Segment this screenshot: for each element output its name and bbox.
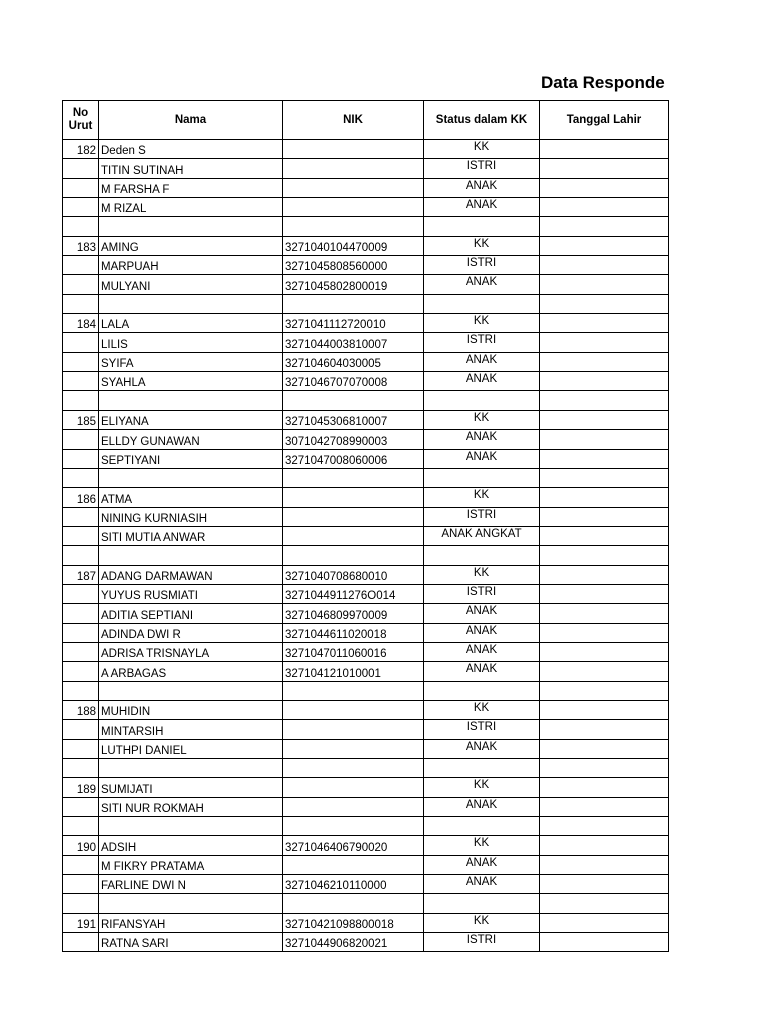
cell-status: KK [424,236,540,255]
cell-nik [283,739,424,758]
cell-status: ANAK [424,642,540,661]
cell-nama: SYAHLA [99,372,283,391]
cell-nik: 3271044906820021 [283,933,424,952]
cell-no-urut [63,333,99,352]
cell-nama: M RIZAL [99,198,283,217]
cell-no-urut: 186 [63,488,99,507]
cell-status: KK [424,836,540,855]
cell-tanggal-lahir [540,778,669,797]
cell-no-urut [63,468,99,487]
cell-nik [283,507,424,526]
cell-status [424,217,540,236]
cell-nama: ADINDA DWI R [99,623,283,642]
cell-no-urut: 189 [63,778,99,797]
cell-status: ANAK [424,275,540,294]
cell-nik [283,817,424,836]
cell-tanggal-lahir [540,604,669,623]
cell-nik: 3271040708680010 [283,565,424,584]
cell-status: KK [424,778,540,797]
cell-no-urut [63,623,99,642]
table-row [63,662,669,681]
cell-nama [99,759,283,778]
table-row [63,449,669,468]
table-row [63,739,669,758]
cell-nama: MARPUAH [99,256,283,275]
cell-nama [99,681,283,700]
cell-status: ANAK [424,662,540,681]
cell-nama: Deden S [99,140,283,159]
cell-no-urut [63,720,99,739]
cell-status: KK [424,913,540,932]
cell-nik [283,720,424,739]
table-row [63,178,669,197]
table-row [63,875,669,894]
table-row [63,314,669,333]
cell-nama: MINTARSIH [99,720,283,739]
cell-no-urut [63,256,99,275]
cell-tanggal-lahir [540,855,669,874]
cell-no-urut [63,855,99,874]
page-title: Data Responde [541,73,665,92]
cell-nama: ELLDY GUNAWAN [99,430,283,449]
table-row [63,526,669,545]
cell-nama: TITIN SUTINAH [99,159,283,178]
cell-tanggal-lahir [540,836,669,855]
respondent-table [62,100,669,952]
cell-nama: MUHIDIN [99,700,283,719]
table-row [63,817,669,836]
header-status: Status dalam KK [424,101,540,140]
cell-nama: LILIS [99,333,283,352]
table-row [63,913,669,932]
cell-no-urut [63,178,99,197]
cell-status: KK [424,565,540,584]
cell-no-urut [63,430,99,449]
cell-no-urut: 191 [63,913,99,932]
cell-no-urut: 190 [63,836,99,855]
cell-no-urut [63,739,99,758]
header-tanggal-lahir: Tanggal Lahir [540,101,669,140]
cell-tanggal-lahir [540,894,669,913]
cell-no-urut: 185 [63,410,99,429]
cell-nik: 327104604030005 [283,352,424,371]
cell-tanggal-lahir [540,140,669,159]
cell-status: ANAK [424,875,540,894]
cell-status [424,391,540,410]
cell-status: KK [424,314,540,333]
cell-tanggal-lahir [540,198,669,217]
cell-status: KK [424,700,540,719]
cell-nik: 3271046406790020 [283,836,424,855]
cell-nik: 3271045808560000 [283,256,424,275]
cell-nik [283,391,424,410]
cell-no-urut [63,275,99,294]
cell-no-urut [63,159,99,178]
cell-tanggal-lahir [540,526,669,545]
cell-no-urut [63,817,99,836]
cell-nama: LUTHPI DANIEL [99,739,283,758]
cell-nama [99,217,283,236]
header-nama: Nama [99,101,283,140]
table-row [63,198,669,217]
cell-nik: 3271046210110000 [283,875,424,894]
cell-no-urut [63,642,99,661]
cell-nik: 3271046707070008 [283,372,424,391]
cell-nik [283,797,424,816]
cell-status [424,817,540,836]
cell-nik: 3271046809970009 [283,604,424,623]
table-row [63,681,669,700]
cell-nik [283,198,424,217]
cell-status: ANAK [424,449,540,468]
cell-status [424,759,540,778]
cell-status: ISTRI [424,159,540,178]
cell-tanggal-lahir [540,817,669,836]
cell-no-urut [63,507,99,526]
cell-nama: LALA [99,314,283,333]
cell-nama: SEPTIYANI [99,449,283,468]
cell-status: ISTRI [424,720,540,739]
table-row [63,430,669,449]
cell-nama: YUYUS RUSMIATI [99,584,283,603]
cell-tanggal-lahir [540,449,669,468]
cell-no-urut [63,546,99,565]
cell-status: KK [424,410,540,429]
table-row [63,468,669,487]
table-row [63,584,669,603]
cell-status: ANAK [424,178,540,197]
cell-nama: SUMIJATI [99,778,283,797]
cell-tanggal-lahir [540,584,669,603]
table-header [63,101,669,140]
header-row [63,101,669,140]
cell-nama: SYIFA [99,352,283,371]
cell-nama: MULYANI [99,275,283,294]
cell-nik: 3271040104470009 [283,236,424,255]
cell-status: ANAK [424,739,540,758]
cell-nik: 3071042708990003 [283,430,424,449]
cell-nama: ADITIA SEPTIANI [99,604,283,623]
cell-nik [283,855,424,874]
cell-no-urut [63,933,99,952]
cell-tanggal-lahir [540,507,669,526]
cell-nik [283,294,424,313]
cell-no-urut: 188 [63,700,99,719]
cell-nama: SITI NUR ROKMAH [99,797,283,816]
table-row [63,333,669,352]
cell-nik: 327104121010001 [283,662,424,681]
cell-nama: ATMA [99,488,283,507]
header-nik: NIK [283,101,424,140]
cell-no-urut [63,797,99,816]
cell-tanggal-lahir [540,759,669,778]
cell-tanggal-lahir [540,700,669,719]
cell-nama [99,391,283,410]
cell-tanggal-lahir [540,430,669,449]
cell-tanggal-lahir [540,256,669,275]
cell-no-urut: 187 [63,565,99,584]
cell-status: ANAK [424,797,540,816]
cell-status: ANAK [424,623,540,642]
cell-no-urut [63,584,99,603]
cell-nik [283,681,424,700]
table-row [63,488,669,507]
cell-status: KK [424,140,540,159]
cell-status: ISTRI [424,507,540,526]
cell-tanggal-lahir [540,468,669,487]
cell-tanggal-lahir [540,546,669,565]
cell-nik [283,159,424,178]
cell-no-urut: 182 [63,140,99,159]
cell-status: ANAK [424,352,540,371]
cell-status [424,468,540,487]
cell-status: ANAK [424,430,540,449]
cell-no-urut [63,894,99,913]
table-row [63,294,669,313]
cell-no-urut [63,217,99,236]
cell-nik: 3271044003810007 [283,333,424,352]
cell-status: ISTRI [424,333,540,352]
cell-tanggal-lahir [540,314,669,333]
cell-nik [283,759,424,778]
cell-nik [283,700,424,719]
cell-nik: 3271047011060016 [283,642,424,661]
cell-tanggal-lahir [540,933,669,952]
cell-tanggal-lahir [540,913,669,932]
cell-tanggal-lahir [540,662,669,681]
cell-status: KK [424,488,540,507]
cell-no-urut: 184 [63,314,99,333]
table-row [63,933,669,952]
cell-tanggal-lahir [540,333,669,352]
cell-nama: FARLINE DWI N [99,875,283,894]
cell-tanggal-lahir [540,236,669,255]
cell-status: ANAK [424,855,540,874]
cell-no-urut [63,294,99,313]
cell-status: ISTRI [424,584,540,603]
cell-tanggal-lahir [540,410,669,429]
table-row [63,797,669,816]
cell-nik [283,526,424,545]
cell-nik: 32710421098800018 [283,913,424,932]
cell-status: ISTRI [424,256,540,275]
table-row [63,256,669,275]
cell-nama [99,468,283,487]
cell-nama [99,294,283,313]
table-row [63,410,669,429]
table-row [63,507,669,526]
header-no-urut: No Urut [63,101,99,140]
table-row [63,352,669,371]
cell-no-urut [63,681,99,700]
cell-nama [99,546,283,565]
table-row [63,836,669,855]
cell-status [424,546,540,565]
table-row [63,623,669,642]
cell-tanggal-lahir [540,797,669,816]
cell-tanggal-lahir [540,681,669,700]
cell-nama: RATNA SARI [99,933,283,952]
cell-nama [99,817,283,836]
table-row [63,642,669,661]
cell-no-urut [63,449,99,468]
table-row [63,855,669,874]
cell-no-urut [63,526,99,545]
cell-nama [99,894,283,913]
cell-tanggal-lahir [540,294,669,313]
cell-tanggal-lahir [540,623,669,642]
table-row [63,140,669,159]
table-row [63,159,669,178]
cell-tanggal-lahir [540,217,669,236]
table-row [63,391,669,410]
cell-tanggal-lahir [540,720,669,739]
cell-tanggal-lahir [540,391,669,410]
cell-nik [283,546,424,565]
cell-tanggal-lahir [540,875,669,894]
cell-no-urut [63,759,99,778]
cell-nik [283,468,424,487]
cell-no-urut [63,372,99,391]
table-row [63,894,669,913]
cell-tanggal-lahir [540,642,669,661]
cell-nik [283,140,424,159]
cell-no-urut [63,662,99,681]
cell-nama: ADANG DARMAWAN [99,565,283,584]
cell-status: ANAK [424,604,540,623]
cell-status: ANAK [424,198,540,217]
table-row [63,565,669,584]
cell-nama: RIFANSYAH [99,913,283,932]
cell-nik [283,894,424,913]
table-row [63,604,669,623]
cell-no-urut [63,352,99,371]
cell-no-urut [63,875,99,894]
cell-nik: 3271047008060006 [283,449,424,468]
cell-nama: ELIYANA [99,410,283,429]
cell-no-urut [63,198,99,217]
cell-nik: 3271045802800019 [283,275,424,294]
cell-no-urut: 183 [63,236,99,255]
cell-status [424,681,540,700]
table-row [63,372,669,391]
table-row [63,546,669,565]
cell-tanggal-lahir [540,565,669,584]
cell-no-urut [63,391,99,410]
cell-nik [283,178,424,197]
cell-tanggal-lahir [540,178,669,197]
cell-nama: NINING KURNIASIH [99,507,283,526]
cell-tanggal-lahir [540,372,669,391]
cell-nama: A ARBAGAS [99,662,283,681]
cell-tanggal-lahir [540,739,669,758]
cell-nama: AMING [99,236,283,255]
cell-nik: 3271041112720010 [283,314,424,333]
table-row [63,778,669,797]
table-row [63,720,669,739]
cell-nama: SITI MUTIA ANWAR [99,526,283,545]
table-body [63,140,669,952]
table-row [63,275,669,294]
cell-nik: 3271044911276O014 [283,584,424,603]
table-row [63,217,669,236]
cell-no-urut [63,604,99,623]
cell-status: ANAK ANGKAT [424,526,540,545]
table-row [63,759,669,778]
table-row [63,700,669,719]
cell-tanggal-lahir [540,352,669,371]
cell-tanggal-lahir [540,488,669,507]
cell-nik: 3271045306810007 [283,410,424,429]
cell-tanggal-lahir [540,275,669,294]
table-row [63,236,669,255]
cell-nik: 3271044611020018 [283,623,424,642]
cell-nama: ADRISA TRISNAYLA [99,642,283,661]
cell-status [424,894,540,913]
cell-nik [283,217,424,236]
cell-nik [283,488,424,507]
cell-status: ISTRI [424,933,540,952]
cell-nama: M FIKRY PRATAMA [99,855,283,874]
cell-status: ANAK [424,372,540,391]
cell-nama: ADSIH [99,836,283,855]
cell-status [424,294,540,313]
cell-tanggal-lahir [540,159,669,178]
cell-nik [283,778,424,797]
cell-nama: M FARSHA F [99,178,283,197]
